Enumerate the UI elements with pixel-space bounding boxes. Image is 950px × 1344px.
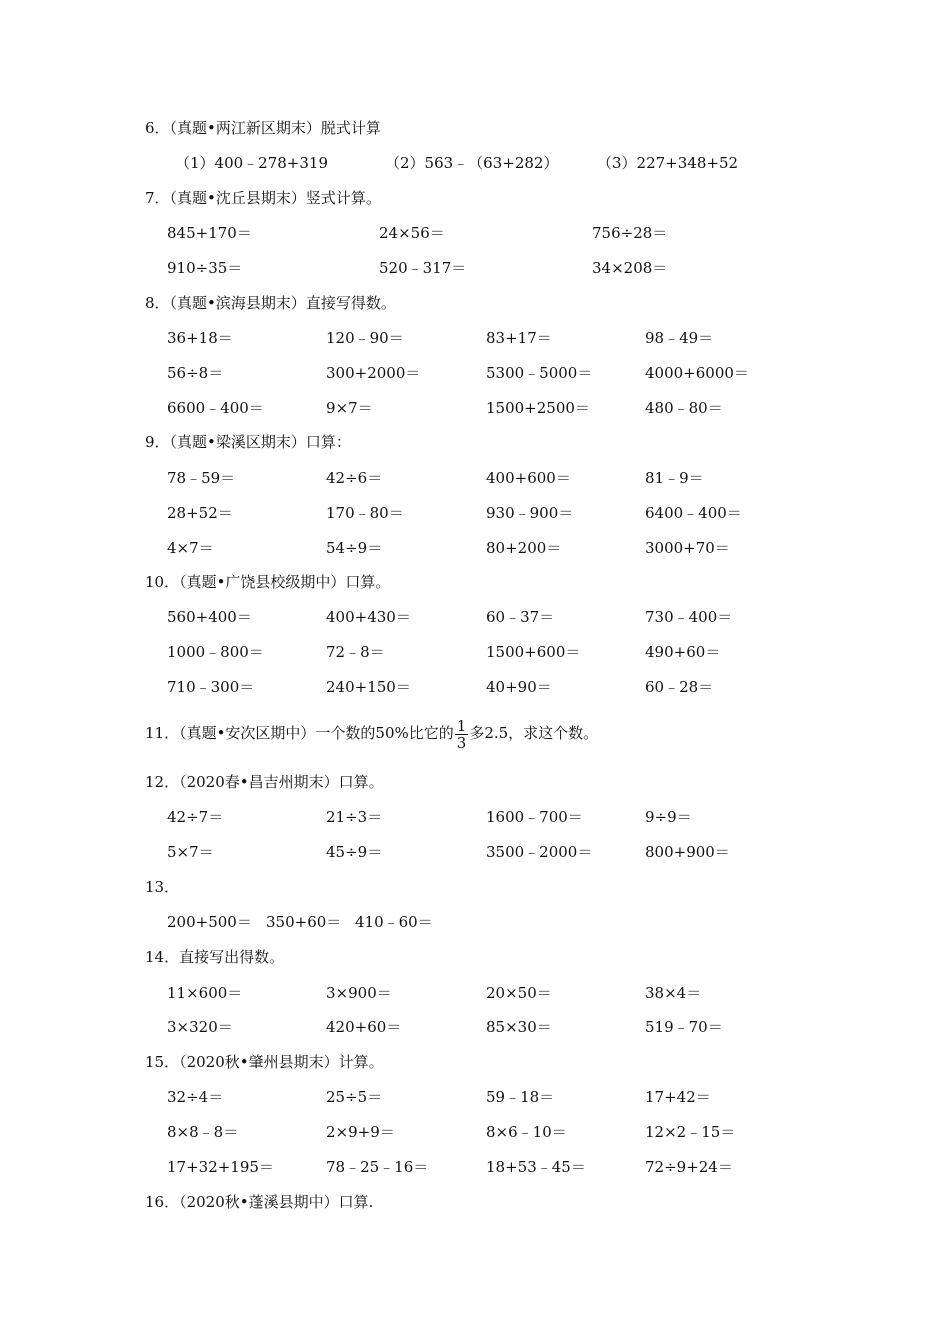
question-9-row-2 [0,503,950,523]
expression: 80+200＝ [486,539,562,557]
question-7-title: 7．（真题•沈丘县期末）竖式计算。 [145,189,381,207]
expression: 78﹣59＝ [167,469,236,487]
expression: 410﹣60＝ [355,913,433,931]
expression: 240+150＝ [326,678,411,696]
expression: 54÷9＝ [326,539,383,557]
expression: 85×30＝ [486,1018,552,1036]
expression: 59﹣18＝ [486,1088,555,1106]
expression: 1500+2500＝ [486,399,590,417]
expression: 3×900＝ [326,984,392,1002]
question-10-title: 10．（真题•广饶县校级期中）口算。 [145,573,391,591]
expression: 36+18＝ [167,329,233,347]
question-7-row-1 [0,223,950,243]
question-7-row-2 [0,258,950,278]
expression: 490+60＝ [645,643,721,661]
expression: 40+90＝ [486,678,552,696]
expression: 45÷9＝ [326,843,383,861]
question-16-title: 16．（2020秋•蓬溪县期中）口算. [145,1193,374,1211]
expression: 2×9+9＝ [326,1123,395,1141]
question-10-row-1 [0,607,950,627]
question-8-row-3 [0,398,950,418]
expression: 60﹣37＝ [486,608,555,626]
expression: 200+500＝ [167,913,252,931]
expression: 12×2﹣15＝ [645,1123,736,1141]
expression: 83+17＝ [486,329,552,347]
expression: 34×208＝ [592,259,668,277]
expression: 72﹣8＝ [326,643,385,661]
expression: 8×6﹣10＝ [486,1123,567,1141]
expression: 4×7＝ [167,539,214,557]
question-12-row-1 [0,807,950,827]
expression: 420+60＝ [326,1018,402,1036]
question-13-row-1 [0,912,950,932]
fraction-denominator: 3 [456,733,467,752]
expression: 5×7＝ [167,843,214,861]
question-13-title: 13． [145,878,180,896]
expression: 8×8﹣8＝ [167,1123,239,1141]
expression: 1000﹣800＝ [167,643,264,661]
question-8-row-1 [0,328,950,348]
expression: 78﹣25﹣16＝ [326,1158,429,1176]
expression: 800+900＝ [645,843,730,861]
question-14-row-1 [0,983,950,1003]
question-15-row-2 [0,1122,950,1142]
expression: 350+60＝ [266,913,342,931]
expression: 6400﹣400＝ [645,504,742,522]
expression: 9÷9＝ [645,808,692,826]
expression: 20×50＝ [486,984,552,1002]
question-9-row-3 [0,538,950,558]
expression: 3000+70＝ [645,539,730,557]
question-15-title: 15．（2020秋•肇州县期末）计算。 [145,1053,384,1071]
question-6-title: 6．（真题•两江新区期末）脱式计算 [145,119,381,137]
expression: 18+53﹣45＝ [486,1158,586,1176]
expression: 4000+6000＝ [645,364,749,382]
expression: 710﹣300＝ [167,678,255,696]
expression: 42÷7＝ [167,808,224,826]
expression: 930﹣900＝ [486,504,574,522]
question-9-row-1 [0,468,950,488]
question-14-title: 14．直接写出得数。 [145,948,285,966]
expression: 38×4＝ [645,984,702,1002]
question-11-title [145,716,598,751]
question-10-row-3 [0,677,950,697]
expression: 400+430＝ [326,608,411,626]
expression: 120﹣90＝ [326,329,404,347]
expression: （3）227+348+52 [597,154,739,172]
expression: 730﹣400＝ [645,608,733,626]
question-12-row-2 [0,842,950,862]
expression: 32÷4＝ [167,1088,224,1106]
question-14-row-2 [0,1017,950,1037]
expression: 81﹣9＝ [645,469,704,487]
expression: 6600﹣400＝ [167,399,264,417]
expression: 910÷35＝ [167,259,243,277]
expression: 845+170＝ [167,224,252,242]
expression: 170﹣80＝ [326,504,404,522]
question-8-row-2 [0,363,950,383]
expression: （1）400﹣278+319 [175,154,329,172]
expression: 5300﹣5000＝ [486,364,593,382]
expression: 300+2000＝ [326,364,421,382]
question-11-text-post: 多2.5，求这个数。 [469,724,599,742]
question-9-title: 9．（真题•梁溪区期末）口算： [145,433,351,451]
question-11-text-pre: 11．（真题•安次区期中）一个数的50%比它的 [145,724,454,742]
expression: 42÷6＝ [326,469,383,487]
expression: 1600﹣700＝ [486,808,583,826]
question-6-row-1 [0,153,950,173]
expression: 17+32+195＝ [167,1158,274,1176]
expression: 400+600＝ [486,469,571,487]
expression: 98﹣49＝ [645,329,714,347]
question-10-row-2 [0,642,950,662]
expression: 520﹣317＝ [379,259,467,277]
expression: 9×7＝ [326,399,373,417]
expression: 25÷5＝ [326,1088,383,1106]
expression: 24×56＝ [379,224,445,242]
expression: 60﹣28＝ [645,678,714,696]
expression: 72÷9+24＝ [645,1158,733,1176]
expression: 1500+600＝ [486,643,581,661]
expression: 17+42＝ [645,1088,711,1106]
fraction [455,718,469,751]
fraction-numerator: 1 [456,716,467,735]
expression: 56÷8＝ [167,364,224,382]
expression: 21÷3＝ [326,808,383,826]
expression: 28+52＝ [167,504,233,522]
expression: 560+400＝ [167,608,252,626]
expression: 480﹣80＝ [645,399,723,417]
question-12-title: 12．（2020春•昌吉州期末）口算。 [145,773,384,791]
expression: 3×320＝ [167,1018,233,1036]
question-8-title: 8．（真题•滨海县期末）直接写得数。 [145,294,396,312]
question-15-row-3 [0,1157,950,1177]
expression: 3500﹣2000＝ [486,843,593,861]
question-15-row-1 [0,1087,950,1107]
expression: 756÷28＝ [592,224,668,242]
expression: 11×600＝ [167,984,243,1002]
expression: （2）563﹣（63+282） [385,154,559,172]
expression: 519﹣70＝ [645,1018,723,1036]
